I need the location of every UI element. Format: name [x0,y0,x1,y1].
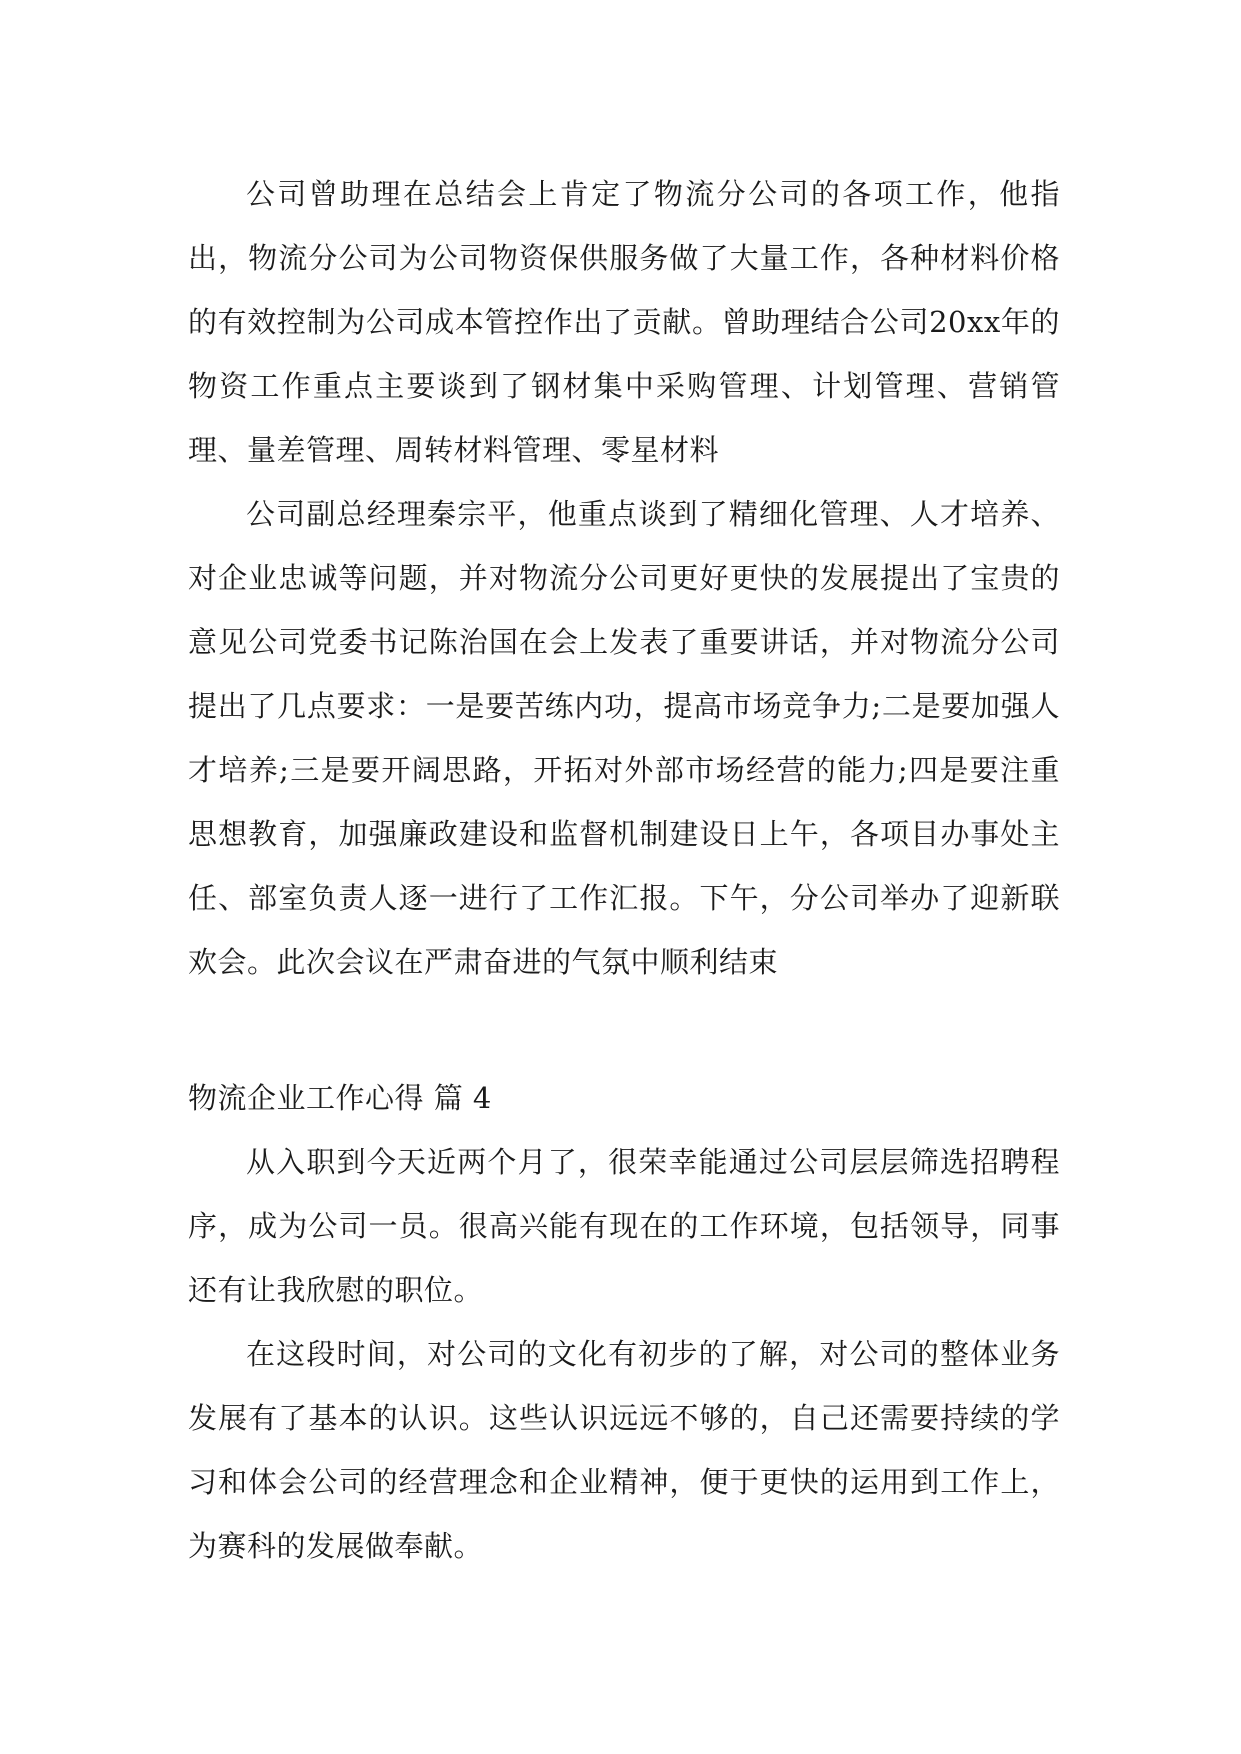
paragraph-deputy-manager-remarks: 公司副总经理秦宗平，他重点谈到了精细化管理、人才培养、对企业忠诚等问题，并对物流分公司更好更快的发展提出了宝贵的意见公司党委书记陈治国在会上发表了重要讲话，并对物流分公司提出了几点要求：一是要苦练内功，提高市场竞争力;二是要加强人才培养;三是要开阔思路，开拓对外部市场经营的能力;四是要注重思想教育，加强廉政建设和监督机制建设日上午，各项目办事处主任、部室负责人逐一进行了工作汇报。下午，分公司举办了迎新联欢会。此次会议在严肃奋进的气氛中顺利结束 [188,497,1060,979]
document-page [188,162,1060,1578]
paragraph-company-culture: 在这段时间，对公司的文化有初步的了解，对公司的整体业务发展有了基本的认识。这些认识远远不够的，自己还需要持续的学习和体会公司的经营理念和企业精神，便于更快的运用到工作上，为赛科的发展做奉献。 [188,1337,1060,1563]
paragraph-assistant-summary: 公司曾助理在总结会上肯定了物流分公司的各项工作，他指出，物流分公司为公司物资保供服务做了大量工作，各种材料价格的有效控制为公司成本管控作出了贡献。曾助理结合公司20xx年的物资工作重点主要谈到了钢材集中采购管理、计划管理、营销管理、量差管理、周转材料管理、零星材料 [188,177,1060,467]
paragraph-onboarding: 从入职到今天近两个月了，很荣幸能通过公司层层筛选招聘程序，成为公司一员。很高兴能有现在的工作环境，包括领导，同事还有让我欣慰的职位。 [188,1145,1060,1307]
section-heading: 物流企业工作心得 篇 4 [188,1081,492,1115]
